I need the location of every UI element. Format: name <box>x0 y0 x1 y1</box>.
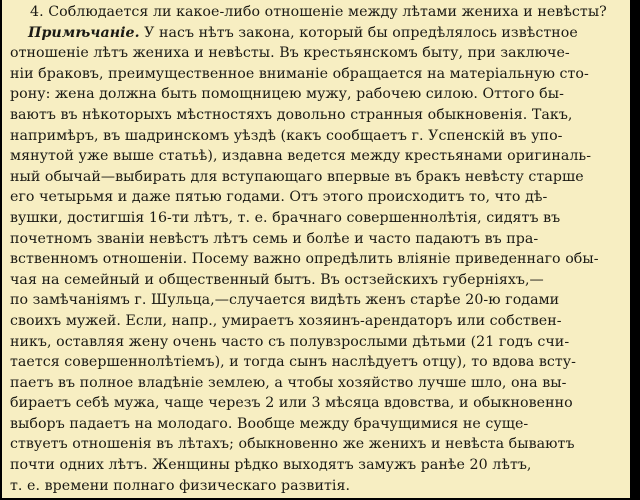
text-line: мянутой уже выше статьѣ), издавна ведется между крестьянами оригиналь- <box>10 148 592 165</box>
note-first-line <box>10 23 622 44</box>
text-line: т. е. времени полнаго физическаго развитія. <box>10 477 351 494</box>
text-line: ваютъ въ нѣкоторыхъ мѣстностяхъ довольно странныя обыкновенія. Такъ, <box>10 106 573 123</box>
text-line: своихъ мужей. Если, напр., умираетъ хозяинъ-арендаторъ или собствен- <box>10 312 562 329</box>
note-label: Примѣчаніе. <box>28 24 140 41</box>
text-line: никъ, оставляя жену очень часто съ полувзрослыми дѣтьми (21 годъ счи- <box>10 333 570 350</box>
text-line: напримѣръ, въ шадринскомъ уѣздѣ (какъ сообщаетъ г. Успенскій въ упо- <box>10 127 563 144</box>
question-heading: 4. Соблюдается ли какое-либо отношеніе между лѣтами жениха и невѣсты? <box>30 4 607 20</box>
text-line: почти одних лѣтъ. Женщины рѣдко выходятъ замужъ ранѣе 20 лѣтъ, <box>10 457 532 474</box>
text-line: бираетъ себѣ мужа, чаще черезъ 2 или 3 мѣсяца вдовства, и обыкновенно <box>10 395 573 412</box>
text-line: тается совершеннолѣтіемъ), и тогда сынъ наслѣдуетъ отцу), то вдова всту- <box>10 354 576 371</box>
text-line: вственномъ отношеніи. Посему важно опредѣлить вліяніе приведеннаго обы- <box>10 251 599 268</box>
text-line: его четырьмя и даже пятью годами. Отъ этого происходитъ то, что дѣ- <box>10 189 548 206</box>
text-line: вушки, достигшія 16-ти лѣтъ, т. е. брачнаго совершеннолѣтія, сидятъ въ <box>10 209 561 226</box>
text-line: отношеніе лѣтъ жениха и невѣсты. Въ крестьянскомъ быту, при заключе- <box>10 45 570 62</box>
text-line: по замѣчаніямъ г. Шульца,—случается видѣть женъ старѣе 20-ю годами <box>10 292 560 309</box>
text-line: ный обычай—выбирать для вступающаго впервые въ бракъ невѣсту старше <box>10 168 584 185</box>
text-line: паетъ въ полное владѣніе землею, а чтобы хозяйство лучше шло, она вы- <box>10 374 567 391</box>
text-line: почетномъ званіи невѣстъ лѣтъ семь и болѣе и часто падаютъ въ пра- <box>10 230 539 247</box>
text-line: рону: жена должна быть помощницею мужу, рабочею силою. Оттого бы- <box>10 86 564 103</box>
text-line: чая на семейный и общественный бытъ. Въ остзейскихъ губерніяхъ,— <box>10 271 544 288</box>
note-first-line-text: У насъ нѣтъ закона, который бы опредѣлялось извѣстное <box>139 24 578 41</box>
text-line: выборъ падаетъ на молодаго. Вообще между брачущимися не суще- <box>10 415 529 432</box>
document-page <box>2 0 630 498</box>
text-line: ніи браковъ, преимущественное вниманіе обращается на матеріальную сто- <box>10 65 589 82</box>
text-line: ствуетъ отношенія въ лѣтахъ; обыкновенно же женихъ и невѣста бываютъ <box>10 436 575 453</box>
